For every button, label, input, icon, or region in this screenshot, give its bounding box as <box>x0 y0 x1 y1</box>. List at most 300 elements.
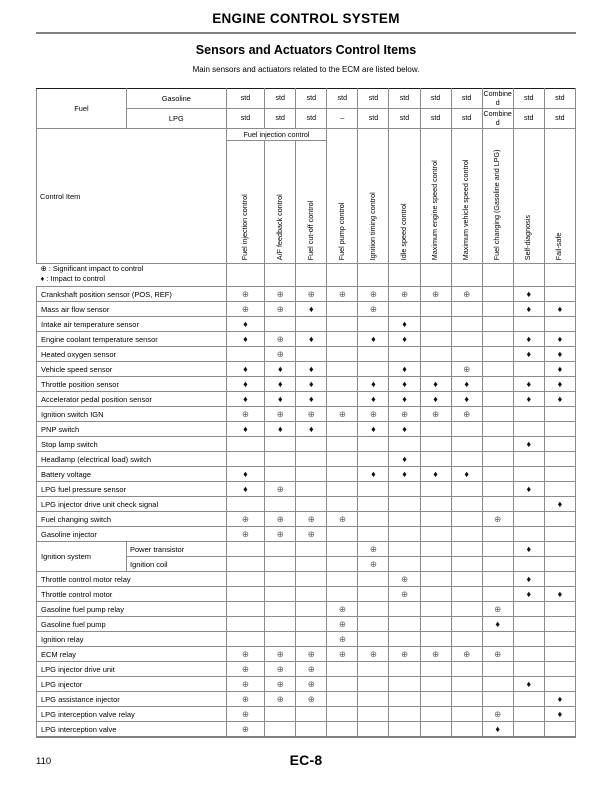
impact-cell <box>265 632 296 647</box>
impact-cell <box>265 467 296 482</box>
row-label: Accelerator pedal position sensor <box>37 392 227 407</box>
significant-impact-icon: ⊕ <box>432 408 440 419</box>
impact-cell <box>296 602 327 617</box>
impact-cell <box>544 647 575 662</box>
significant-impact-icon: ⊕ <box>338 648 346 659</box>
impact-cell <box>420 362 451 377</box>
impact-cell <box>544 527 575 542</box>
control-items-table <box>36 88 576 737</box>
impact-cell <box>482 317 513 332</box>
table-row <box>37 422 576 437</box>
impact-icon: ♦ <box>557 378 563 389</box>
significant-impact-icon: ⊕ <box>276 693 284 704</box>
impact-cell <box>327 482 358 497</box>
impact-cell <box>451 512 482 527</box>
significant-impact-icon: ⊕ <box>276 333 284 344</box>
impact-cell <box>358 317 389 332</box>
row-label: Throttle control motor <box>37 587 227 602</box>
impact-icon: ♦ <box>526 543 532 554</box>
impact-cell <box>482 647 513 662</box>
impact-cell <box>544 422 575 437</box>
significant-impact-icon: ⊕ <box>276 528 284 539</box>
group-header-spacer <box>358 129 389 141</box>
impact-cell <box>389 422 420 437</box>
impact-cell <box>389 677 420 692</box>
impact-icon: ♦ <box>526 378 532 389</box>
column-header-label: Idle speed control <box>398 203 408 261</box>
impact-cell <box>358 437 389 452</box>
impact-cell <box>451 437 482 452</box>
impact-cell <box>389 287 420 302</box>
impact-icon: ♦ <box>371 333 376 344</box>
impact-cell <box>544 287 575 302</box>
impact-cell <box>420 452 451 467</box>
table-row <box>37 707 576 722</box>
impact-cell <box>513 587 544 602</box>
impact-cell <box>265 512 296 527</box>
significant-impact-icon: ⊕ <box>463 363 471 374</box>
impact-cell <box>226 512 265 527</box>
impact-cell <box>327 572 358 587</box>
impact-cell <box>513 467 544 482</box>
fuel-availability-cell: std <box>451 89 482 109</box>
group-header-spacer <box>482 129 513 141</box>
impact-cell <box>389 527 420 542</box>
fuel-availability-cell: std <box>513 89 544 109</box>
impact-cell <box>226 302 265 317</box>
impact-cell <box>296 302 327 317</box>
impact-cell <box>265 482 296 497</box>
legend-impact: ♦ : Impact to control <box>40 274 106 284</box>
impact-cell <box>358 497 389 512</box>
fuel-availability-cell: std <box>544 109 575 129</box>
impact-cell <box>296 647 327 662</box>
impact-cell <box>265 527 296 542</box>
impact-cell <box>358 572 389 587</box>
impact-cell <box>544 452 575 467</box>
impact-icon: ♦ <box>526 303 532 314</box>
impact-cell <box>482 332 513 347</box>
impact-cell <box>451 572 482 587</box>
impact-cell <box>513 482 544 497</box>
impact-cell <box>226 287 265 302</box>
impact-cell <box>358 287 389 302</box>
impact-cell <box>482 527 513 542</box>
impact-cell <box>389 407 420 422</box>
group-header-spacer <box>544 129 575 141</box>
impact-cell <box>327 497 358 512</box>
impact-cell <box>265 692 296 707</box>
impact-cell <box>482 677 513 692</box>
legend-spacer <box>265 264 296 287</box>
row-label: LPG interception valve <box>37 722 227 737</box>
impact-cell <box>451 317 482 332</box>
impact-cell <box>265 347 296 362</box>
impact-cell <box>513 332 544 347</box>
significant-impact-icon: ⊕ <box>369 303 377 314</box>
significant-impact-icon: ⊕ <box>338 603 346 614</box>
row-label: LPG injector drive unit <box>37 662 227 677</box>
fuel-availability-cell: std <box>513 109 544 129</box>
impact-cell <box>513 437 544 452</box>
fuel-availability-cell: std <box>358 89 389 109</box>
table-row <box>37 587 576 602</box>
impact-cell <box>420 302 451 317</box>
impact-cell <box>451 602 482 617</box>
row-label: Throttle position sensor <box>37 377 227 392</box>
column-header-label: Fuel changing (Gasoline and LPG) <box>492 149 502 261</box>
fuel-availability-cell: std <box>389 89 420 109</box>
impact-cell <box>513 572 544 587</box>
impact-icon: ♦ <box>557 693 563 704</box>
impact-cell <box>451 392 482 407</box>
impact-cell <box>451 542 482 557</box>
impact-cell <box>451 362 482 377</box>
impact-icon: ♦ <box>243 333 248 344</box>
impact-cell <box>296 542 327 557</box>
table-row <box>37 467 576 482</box>
impact-cell <box>265 452 296 467</box>
significant-impact-icon: ⊕ <box>307 678 315 689</box>
impact-cell <box>420 677 451 692</box>
significant-impact-icon: ⊕ <box>276 348 284 359</box>
impact-cell <box>544 707 575 722</box>
significant-impact-icon: ⊕ <box>338 618 346 629</box>
impact-icon: ♦ <box>309 363 314 374</box>
impact-icon: ♦ <box>371 468 376 479</box>
impact-cell <box>265 332 296 347</box>
impact-cell <box>296 572 327 587</box>
impact-cell <box>296 587 327 602</box>
impact-cell <box>389 512 420 527</box>
row-label: Gasoline fuel pump relay <box>37 602 227 617</box>
impact-cell <box>451 467 482 482</box>
impact-cell <box>544 317 575 332</box>
impact-cell <box>296 392 327 407</box>
column-header <box>327 141 358 264</box>
significant-impact-icon: ⊕ <box>276 663 284 674</box>
impact-cell <box>265 572 296 587</box>
table-row <box>37 617 576 632</box>
impact-cell <box>420 437 451 452</box>
legend-spacer <box>482 264 513 287</box>
impact-cell <box>358 482 389 497</box>
impact-cell <box>482 362 513 377</box>
impact-cell <box>265 437 296 452</box>
impact-icon: ♦ <box>309 393 314 404</box>
impact-cell <box>420 557 451 572</box>
impact-cell <box>265 542 296 557</box>
table-row <box>37 692 576 707</box>
impact-cell <box>358 302 389 317</box>
impact-cell <box>544 692 575 707</box>
impact-icon: ♦ <box>557 498 563 509</box>
impact-icon: ♦ <box>402 453 407 464</box>
impact-cell <box>451 452 482 467</box>
impact-cell <box>544 407 575 422</box>
row-label: Throttle control motor relay <box>37 572 227 587</box>
impact-cell <box>358 647 389 662</box>
impact-cell <box>265 392 296 407</box>
impact-cell <box>265 602 296 617</box>
page-code: EC-8 <box>289 752 323 768</box>
impact-cell <box>296 722 327 737</box>
significant-impact-icon: ⊕ <box>241 693 249 704</box>
impact-cell <box>358 662 389 677</box>
impact-icon: ♦ <box>526 393 532 404</box>
impact-icon: ♦ <box>526 573 532 584</box>
impact-cell <box>327 452 358 467</box>
impact-cell <box>265 647 296 662</box>
impact-cell <box>451 692 482 707</box>
impact-cell <box>482 482 513 497</box>
impact-cell <box>389 347 420 362</box>
impact-cell <box>482 557 513 572</box>
impact-cell <box>482 512 513 527</box>
significant-impact-icon: ⊕ <box>400 588 408 599</box>
impact-cell <box>358 422 389 437</box>
group-header-row <box>37 129 576 141</box>
impact-icon: ♦ <box>309 303 314 314</box>
impact-icon: ♦ <box>557 363 563 374</box>
group-header-spacer <box>327 129 358 141</box>
impact-cell <box>513 317 544 332</box>
impact-cell <box>296 557 327 572</box>
impact-cell <box>296 377 327 392</box>
impact-icon: ♦ <box>557 708 563 719</box>
impact-cell <box>389 647 420 662</box>
impact-cell <box>513 302 544 317</box>
column-header <box>451 141 482 264</box>
impact-icon: ♦ <box>371 393 376 404</box>
fuel-availability-cell: std <box>389 109 420 129</box>
impact-cell <box>482 302 513 317</box>
column-header <box>389 141 420 264</box>
impact-cell <box>358 632 389 647</box>
impact-cell <box>389 662 420 677</box>
impact-cell <box>451 377 482 392</box>
impact-cell <box>513 617 544 632</box>
impact-cell <box>327 392 358 407</box>
impact-icon: ♦ <box>464 393 469 404</box>
impact-cell <box>327 332 358 347</box>
row-label-sub: Power transistor <box>127 542 227 557</box>
table-row <box>37 437 576 452</box>
impact-cell <box>226 437 265 452</box>
impact-cell <box>296 527 327 542</box>
impact-cell <box>296 452 327 467</box>
column-header <box>265 141 296 264</box>
impact-cell <box>327 722 358 737</box>
significant-impact-icon: ⊕ <box>338 408 346 419</box>
section-subtitle: Main sensors and actuators related to the ECM are listed below. <box>192 65 420 74</box>
fuel-availability-cell: std <box>296 109 327 129</box>
impact-icon: ♦ <box>402 333 407 344</box>
impact-cell <box>420 497 451 512</box>
impact-icon: ♦ <box>526 588 532 599</box>
significant-impact-icon: ⊕ <box>369 558 377 569</box>
impact-cell <box>420 707 451 722</box>
impact-cell <box>358 617 389 632</box>
impact-cell <box>482 467 513 482</box>
impact-cell <box>513 287 544 302</box>
impact-cell <box>226 482 265 497</box>
significant-impact-icon: ⊕ <box>307 528 315 539</box>
legend-significant: ⊕ : Significant impact to control <box>40 264 144 274</box>
impact-cell <box>327 302 358 317</box>
impact-cell <box>296 617 327 632</box>
fuel-availability-cell: std <box>265 89 296 109</box>
impact-cell <box>513 347 544 362</box>
impact-cell <box>513 422 544 437</box>
impact-cell <box>389 482 420 497</box>
impact-cell <box>296 662 327 677</box>
impact-cell <box>358 377 389 392</box>
fuel-availability-cell: std <box>226 109 265 129</box>
impact-cell <box>544 512 575 527</box>
impact-cell <box>451 407 482 422</box>
significant-impact-icon: ⊕ <box>276 678 284 689</box>
impact-icon: ♦ <box>433 468 438 479</box>
impact-cell <box>482 422 513 437</box>
impact-cell <box>389 392 420 407</box>
impact-cell <box>327 707 358 722</box>
impact-cell <box>296 467 327 482</box>
impact-cell <box>389 557 420 572</box>
significant-impact-icon: ⊕ <box>276 483 284 494</box>
significant-impact-icon: ⊕ <box>241 723 249 734</box>
significant-impact-icon: ⊕ <box>400 408 408 419</box>
impact-cell <box>482 692 513 707</box>
table-row <box>37 392 576 407</box>
impact-cell <box>451 527 482 542</box>
impact-cell <box>482 707 513 722</box>
impact-cell <box>389 632 420 647</box>
column-header <box>544 141 575 264</box>
impact-cell <box>265 317 296 332</box>
table-row <box>37 662 576 677</box>
impact-cell <box>451 662 482 677</box>
impact-cell <box>296 317 327 332</box>
impact-cell <box>451 347 482 362</box>
impact-cell <box>420 407 451 422</box>
impact-cell <box>327 557 358 572</box>
impact-icon: ♦ <box>495 618 500 629</box>
impact-icon: ♦ <box>243 378 248 389</box>
fuel-availability-cell: std <box>420 89 451 109</box>
impact-cell <box>420 482 451 497</box>
legend-spacer <box>358 264 389 287</box>
significant-impact-icon: ⊕ <box>369 648 377 659</box>
table-row <box>37 317 576 332</box>
impact-cell <box>482 542 513 557</box>
impact-cell <box>226 662 265 677</box>
impact-cell <box>226 602 265 617</box>
impact-cell <box>226 632 265 647</box>
impact-cell <box>544 332 575 347</box>
impact-cell <box>327 512 358 527</box>
impact-icon: ♦ <box>402 363 407 374</box>
impact-cell <box>420 662 451 677</box>
impact-cell <box>513 557 544 572</box>
impact-cell <box>513 707 544 722</box>
impact-cell <box>420 572 451 587</box>
impact-cell <box>544 722 575 737</box>
impact-cell <box>226 587 265 602</box>
row-label: Vehicle speed sensor <box>37 362 227 377</box>
group-header-spacer <box>513 129 544 141</box>
impact-cell <box>482 572 513 587</box>
impact-icon: ♦ <box>277 378 283 389</box>
impact-cell <box>420 317 451 332</box>
table-row <box>37 407 576 422</box>
impact-cell <box>265 617 296 632</box>
impact-cell <box>358 602 389 617</box>
impact-cell <box>451 647 482 662</box>
impact-cell <box>226 707 265 722</box>
row-label: Fuel changing switch <box>37 512 227 527</box>
impact-cell <box>327 617 358 632</box>
group-header-spacer <box>420 129 451 141</box>
significant-impact-icon: ⊕ <box>369 288 377 299</box>
significant-impact-icon: ⊕ <box>276 288 284 299</box>
impact-cell <box>226 377 265 392</box>
impact-cell <box>420 332 451 347</box>
impact-cell <box>482 662 513 677</box>
impact-cell <box>482 437 513 452</box>
fuel-availability-cell: std <box>451 109 482 129</box>
impact-cell <box>296 437 327 452</box>
impact-cell <box>482 617 513 632</box>
impact-cell <box>389 617 420 632</box>
fuel-row <box>37 89 576 109</box>
impact-cell <box>544 587 575 602</box>
impact-cell <box>265 407 296 422</box>
fuel-availability-cell: std <box>327 89 358 109</box>
impact-cell <box>358 392 389 407</box>
column-header <box>513 141 544 264</box>
significant-impact-icon: ⊕ <box>494 708 502 719</box>
significant-impact-icon: ⊕ <box>241 648 249 659</box>
impact-cell <box>389 452 420 467</box>
row-label: ECM relay <box>37 647 227 662</box>
impact-cell <box>296 332 327 347</box>
significant-impact-icon: ⊕ <box>494 648 502 659</box>
legend-spacer <box>513 264 544 287</box>
impact-cell <box>327 692 358 707</box>
column-header-label: A/F feedback control <box>274 194 284 261</box>
row-label: LPG fuel pressure sensor <box>37 482 227 497</box>
impact-cell <box>420 392 451 407</box>
impact-cell <box>544 677 575 692</box>
column-header-label: Fail-safe <box>554 232 564 261</box>
significant-impact-icon: ⊕ <box>432 648 440 659</box>
impact-cell <box>358 347 389 362</box>
impact-cell <box>265 662 296 677</box>
significant-impact-icon: ⊕ <box>338 513 346 524</box>
impact-icon: ♦ <box>402 378 407 389</box>
row-label: LPG injector drive unit check signal <box>37 497 227 512</box>
impact-cell <box>420 287 451 302</box>
impact-cell <box>389 467 420 482</box>
column-header <box>226 141 265 264</box>
impact-cell <box>544 632 575 647</box>
significant-impact-icon: ⊕ <box>463 288 471 299</box>
impact-cell <box>513 677 544 692</box>
significant-impact-icon: ⊕ <box>307 408 315 419</box>
column-header <box>482 141 513 264</box>
impact-cell <box>358 587 389 602</box>
